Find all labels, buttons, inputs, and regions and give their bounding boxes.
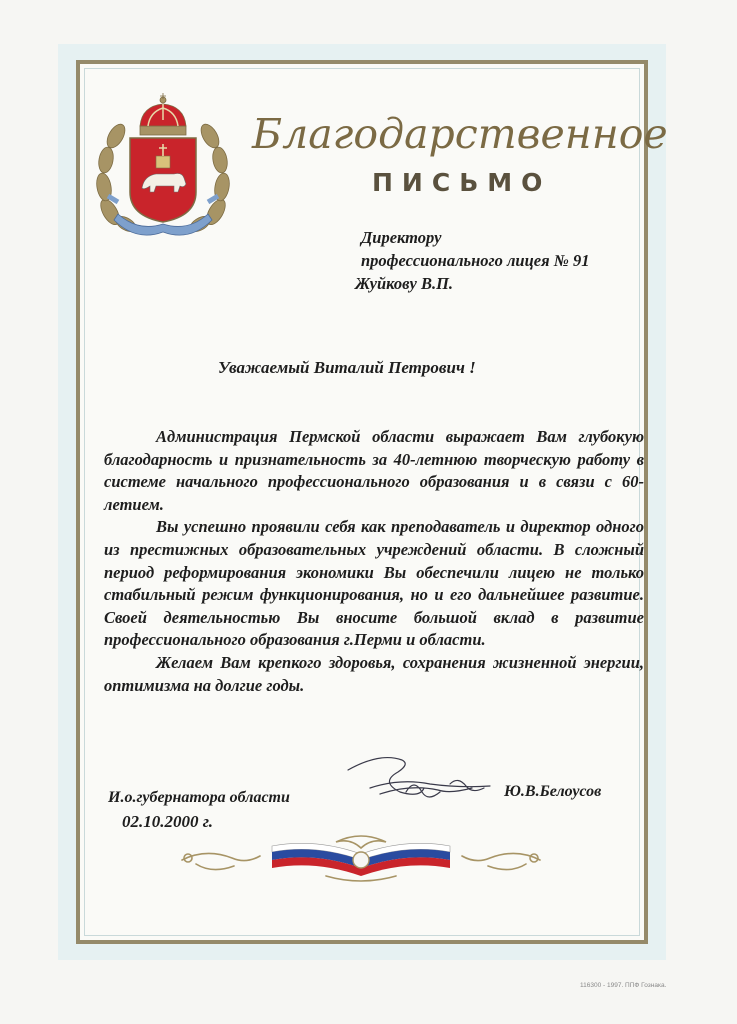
body-paragraph: Желаем Вам крепкого здоровья, сохранения жизненной энергии, оптимизма на долгие годы. (104, 652, 644, 695)
addressee-block (355, 226, 589, 295)
signer-name: Ю.В.Белоусов (504, 783, 602, 800)
addressee-organization: профессионального лицея № 91 (361, 251, 590, 270)
addressee-position: Директору (361, 228, 442, 247)
letter-date: 02.10.2000 г. (122, 812, 214, 831)
letter-title: Благодарственное (252, 110, 668, 158)
greeting: Уважаемый Виталий Петрович ! (218, 358, 476, 377)
addressee-name: Жуйкову В.П. (355, 274, 454, 293)
print-imprint: 116300 - 1997. ППФ Гознака. (580, 982, 667, 989)
letter-body (104, 426, 644, 697)
body-paragraph: Вы успешно проявили себя как преподаватель и директор одного из престижных образовательных учреждений области. В сложный период реформирования экономики Вы обеспечили лицею не только стабильный режим функционирования, но и его дальнейшее развитие. Своей деятельностью Вы вносите большой вклад в развитие профессионального образования г.Перми и области. (104, 517, 644, 650)
signer-title: И.о.губернатора области (108, 789, 290, 806)
tricolor-ornament-icon (176, 830, 546, 886)
body-paragraph: Администрация Пермской области выражает Вам глубокую благодарность и признательность за 40-летнюю творческую работу в системе начального профессионального образования и в связи с 60-летием. (104, 427, 644, 514)
letter-subtitle: ПИСЬМО (372, 168, 552, 197)
handwritten-signature (340, 748, 500, 820)
perm-oblast-coat-of-arms-icon (96, 92, 230, 244)
